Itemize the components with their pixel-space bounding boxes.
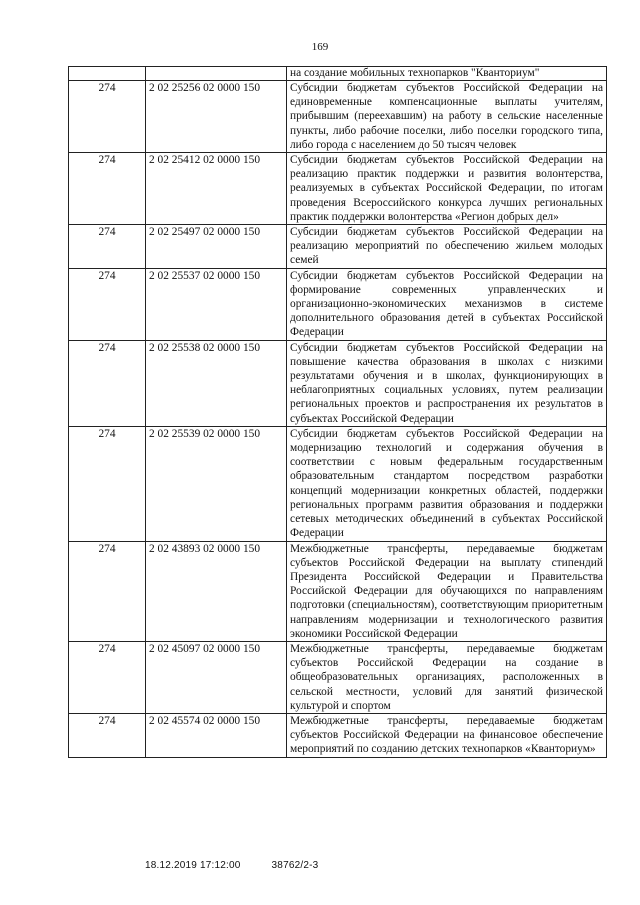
revenue-code-cell: 2 02 25497 02 0000 150 <box>146 225 287 269</box>
footer-document-id: 38762/2-3 <box>271 860 319 871</box>
revenue-code-cell: 2 02 25537 02 0000 150 <box>146 268 287 340</box>
table-row <box>69 713 607 757</box>
admin-code-cell: 274 <box>69 81 146 153</box>
admin-code-cell: 274 <box>69 713 146 757</box>
page-number: 169 <box>311 41 329 53</box>
admin-code-cell: 274 <box>69 641 146 713</box>
admin-code-cell: 274 <box>69 153 146 225</box>
document-footer <box>145 860 318 871</box>
budget-classification-table <box>68 66 607 758</box>
table-row <box>69 225 607 269</box>
revenue-name-cell: Межбюджетные трансферты, передаваемые бюджетам субъектов Российской Федерации на создание в общеобразовательных организациях, расположенных в сельской местности, условий для занятий физической культурой и спортом <box>287 641 607 713</box>
revenue-name-cell: Субсидии бюджетам субъектов Российской Федерации на реализацию практик поддержки и развития волонтерства, реализуемых в субъектах Российской Федерации, по итогам проведения Всероссийского конкурса лучших региональных практик поддержки волонтерства «Регион добрых дел» <box>287 153 607 225</box>
table-row <box>69 268 607 340</box>
table-row <box>69 641 607 713</box>
revenue-name-cell: Межбюджетные трансферты, передаваемые бюджетам субъектов Российской Федерации на выплату стипендий Президента Российской Федерации и Правительства Российской Федерации для обучающихся по направлениям подготовки (специальностям), соответствующим приоритетным направлениям модернизации и технологического развития экономики Российской Федерации <box>287 541 607 641</box>
admin-code-cell: 274 <box>69 426 146 541</box>
revenue-name-cell: Субсидии бюджетам субъектов Российской Федерации на повышение качества образования в школах с низкими результатами обучения и в школах, функционирующих в неблагоприятных социальных условиях, путем реализации региональных проектов и распространения их результатов в субъектах Российской Федерации <box>287 340 607 426</box>
footer-timestamp: 18.12.2019 17:12:00 <box>145 860 241 871</box>
revenue-code-cell: 2 02 45097 02 0000 150 <box>146 641 287 713</box>
revenue-name-cell: Субсидии бюджетам субъектов Российской Федерации на формирование современных управленческих и организационно-экономических механизмов в системе дополнительного образования детей в субъектах Российской Федерации <box>287 268 607 340</box>
revenue-code-cell: 2 02 25538 02 0000 150 <box>146 340 287 426</box>
revenue-code-cell <box>146 67 287 81</box>
revenue-name-cell: Субсидии бюджетам субъектов Российской Федерации на модернизацию технологий и содержания обучения в соответствии с новым федеральным государственным образовательным стандартом посредством разработки концепций модернизации конкретных областей, поддержки региональных программ развития образования и поддержки сетевых методических объединений в субъектах Российской Федерации <box>287 426 607 541</box>
admin-code-cell: 274 <box>69 541 146 641</box>
revenue-name-cell: Субсидии бюджетам субъектов Российской Федерации на единовременные компенсационные выплаты учителям, прибывшим (переехавшим) на работу в сельские населенные пункты, либо рабочие поселки, либо поселки городского типа, либо города с населением до 50 тысяч человек <box>287 81 607 153</box>
revenue-code-cell: 2 02 25412 02 0000 150 <box>146 153 287 225</box>
table-row <box>69 340 607 426</box>
table-row <box>69 541 607 641</box>
table-row <box>69 67 607 81</box>
admin-code-cell: 274 <box>69 340 146 426</box>
table-row <box>69 81 607 153</box>
revenue-code-cell: 2 02 25539 02 0000 150 <box>146 426 287 541</box>
table-row <box>69 153 607 225</box>
revenue-name-cell: Межбюджетные трансферты, передаваемые бюджетам субъектов Российской Федерации на финансовое обеспечение мероприятий по созданию детских технопарков «Кванториум» <box>287 713 607 757</box>
revenue-code-cell: 2 02 25256 02 0000 150 <box>146 81 287 153</box>
revenue-code-cell: 2 02 43893 02 0000 150 <box>146 541 287 641</box>
admin-code-cell: 274 <box>69 268 146 340</box>
admin-code-cell <box>69 67 146 81</box>
revenue-code-cell: 2 02 45574 02 0000 150 <box>146 713 287 757</box>
table-row <box>69 426 607 541</box>
revenue-name-cell: на создание мобильных технопарков "Кванториум" <box>287 67 607 81</box>
admin-code-cell: 274 <box>69 225 146 269</box>
revenue-name-cell: Субсидии бюджетам субъектов Российской Федерации на реализацию мероприятий по обеспечению жильем молодых семей <box>287 225 607 269</box>
